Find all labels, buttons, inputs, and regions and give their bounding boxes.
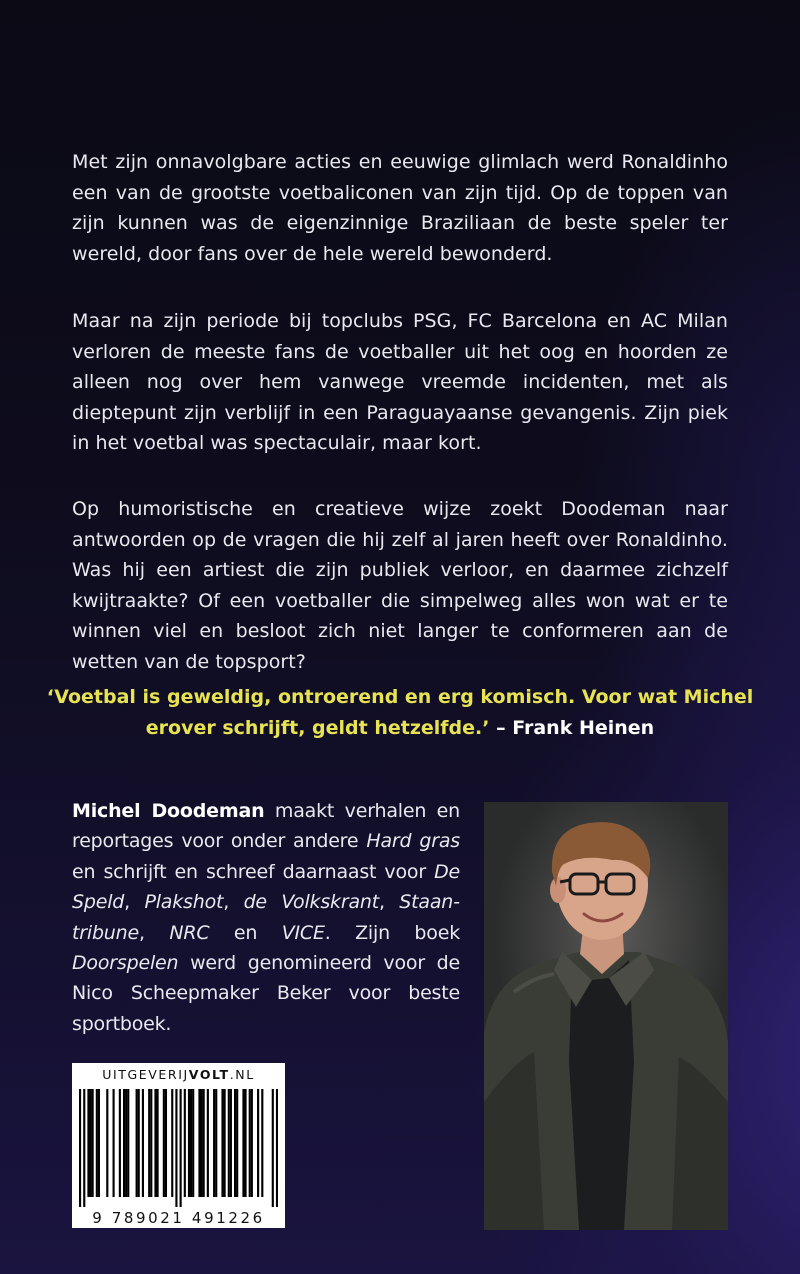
quote-author: – Frank Heinen	[496, 716, 655, 739]
barcode-bar	[184, 1089, 186, 1197]
bio-title: Doorspelen	[72, 952, 179, 975]
barcode-bar	[165, 1089, 167, 1197]
author-portrait-illustration	[484, 802, 728, 1230]
barcode-bar	[207, 1089, 209, 1197]
author-photo	[484, 802, 728, 1230]
quote-text: ‘Voetbal is geweldig, ontroerend en erg komisch. Voor wat Michel erover schrijft, geldt hetzelfde.’	[46, 686, 754, 739]
barcode-bar	[138, 1089, 140, 1197]
barcode-bar	[163, 1089, 165, 1197]
barcode-bar	[119, 1089, 121, 1197]
barcode-bar	[244, 1089, 246, 1197]
bio-text: ,	[223, 891, 244, 914]
barcode-bar	[123, 1089, 125, 1197]
bio-text: en	[209, 921, 282, 944]
author-name: Michel Doodeman	[72, 800, 265, 822]
barcode-label	[72, 1063, 285, 1228]
barcode-bar	[142, 1089, 144, 1197]
barcode-bar	[180, 1089, 182, 1207]
bio-title: NRC	[169, 921, 210, 944]
barcode-bar	[228, 1089, 230, 1197]
isbn-number: 9 789021 491226	[92, 1209, 265, 1227]
barcode-bar	[215, 1089, 217, 1197]
barcode-bar	[127, 1089, 129, 1197]
barcode-bar	[234, 1089, 236, 1197]
barcode-bar	[221, 1089, 223, 1197]
barcode-bar	[203, 1089, 205, 1197]
barcode-bar	[79, 1089, 81, 1207]
barcode-bar	[224, 1089, 226, 1197]
barcode-bar	[150, 1089, 152, 1197]
blurb-paragraph-2: Maar na zijn periode bij topclubs PSG, FC Barcelona en AC Milan verloren de meeste fans de voetballer uit het oog en hoorden ze alleen nog over hem vanwege vreemde incidenten, met als dieptepunt zijn verblijf in een Paraguayaanse gevangenis. Zijn piek in het voetbal was spectaculair, maar kort.	[72, 310, 728, 455]
bio-text: . Zijn boek	[324, 921, 460, 944]
barcode-bar	[136, 1089, 138, 1197]
bio-title: De Speld	[72, 860, 460, 914]
barcode-bar	[154, 1089, 156, 1197]
barcode-bar	[83, 1089, 85, 1207]
barcode-bar	[213, 1089, 215, 1197]
barcode-bar	[192, 1089, 194, 1197]
bio-text: werd genomineerd voor de Nico Scheepmaker Beker voor beste sportboek.	[72, 952, 460, 1035]
barcode-bar	[98, 1089, 100, 1197]
bio-text: ,	[379, 891, 400, 914]
barcode-bar	[106, 1089, 108, 1197]
barcode-bar	[261, 1089, 263, 1197]
barcode-bar	[272, 1089, 274, 1207]
barcode-bar	[236, 1089, 238, 1197]
barcode-bar	[92, 1089, 94, 1197]
blurb-paragraph-3: Op humoristische en creatieve wijze zoekt Doodeman naar antwoorden op de vragen die hij zelf al jaren heeft over Ronaldinho. Was hij een artiest die zijn publiek verloor, en daarmee zichzelf kwijtraakte? Of een voetballer die simpelweg alles won wat er te winnen viel en besloot zich niet langer te conformeren aan de wetten van de topsport?	[72, 498, 728, 673]
barcode-bar	[190, 1089, 192, 1197]
bio-title: Plakshot	[144, 891, 224, 914]
barcode-bar	[175, 1089, 177, 1207]
publisher-url: UITGEVERIJVOLT.NL	[102, 1067, 255, 1082]
bio-text: maakt verhalen en reportages voor onder andere	[72, 800, 461, 853]
bio-title: Hard gras	[366, 830, 460, 853]
barcode-bar	[251, 1089, 253, 1197]
barcode-bar	[89, 1089, 91, 1197]
author-bio	[72, 796, 460, 1039]
bio-title: de Volkskrant	[243, 891, 379, 914]
bio-text: ,	[124, 891, 145, 914]
barcode-bar	[87, 1089, 89, 1197]
blurb-paragraph-1: Met zijn onnavolgbare acties en eeuwige glimlach werd Ronaldinho een van de grootste voetbaliconen van zijn tijd. Op de toppen van zijn kunnen was de eigenzinnige Braziliaan de beste speler ter wereld, door fans over de hele wereld bewonderd.	[72, 151, 728, 265]
barcode-bar	[257, 1089, 259, 1197]
barcode-bar	[276, 1089, 278, 1207]
barcode-bar	[157, 1089, 159, 1197]
barcode-bar	[113, 1089, 115, 1197]
barcode-bar	[125, 1089, 127, 1197]
barcode-bar	[200, 1089, 202, 1197]
bio-text: ,	[138, 921, 170, 944]
barcode-bar	[249, 1089, 251, 1197]
barcode-bars	[79, 1089, 278, 1207]
barcode-bar	[148, 1089, 150, 1197]
barcode-bar	[96, 1089, 98, 1197]
bio-text: en schrijft en schreef daarnaast voor	[72, 860, 435, 883]
barcode-bar	[188, 1089, 190, 1197]
barcode-bar	[230, 1089, 232, 1197]
barcode-bar	[171, 1089, 173, 1197]
barcode-bar	[242, 1089, 244, 1197]
bio-title: Staantribune	[72, 891, 460, 944]
barcode-bar	[198, 1089, 200, 1197]
review-quote	[40, 682, 760, 743]
bio-title: VICE	[281, 921, 325, 944]
